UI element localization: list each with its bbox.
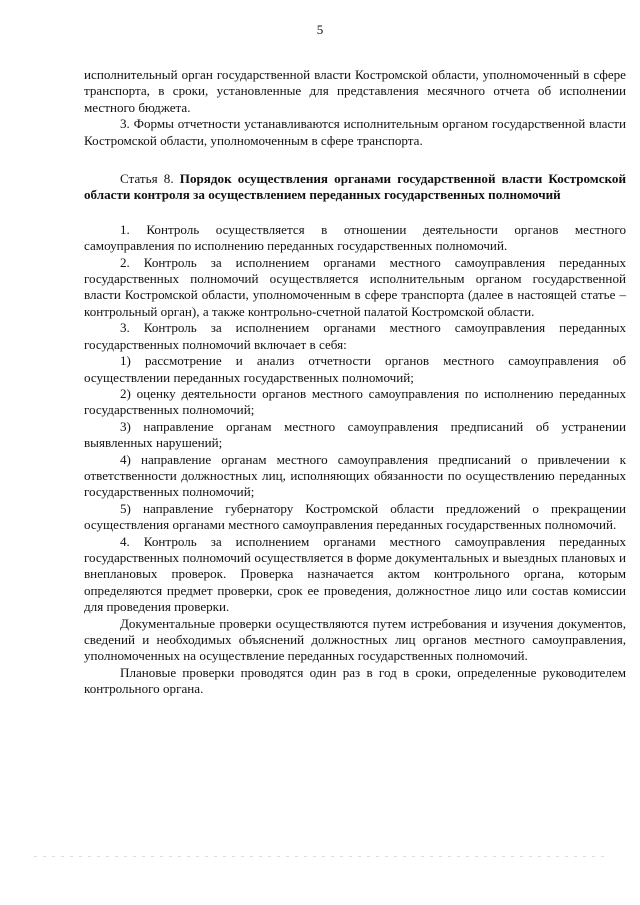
article-heading bbox=[84, 171, 626, 204]
paragraph-planned-checks: Плановые проверки проводятся один раз в год в сроки, определенные руководителем контрольного органа. bbox=[84, 664, 626, 697]
spacer bbox=[84, 149, 626, 171]
document-body bbox=[84, 67, 626, 698]
paragraph-article-item-4: 4. Контроль за исполнением органами местного самоуправления переданных государственных полномочий осуществляется в форме документальных и выездных плановых и внеплановых проверок. Проверка назначается актом контрольного органа, которым определяются предмет проверки, срок ее проведения, должностное лицо или состав комиссии для проведения проверки. bbox=[84, 533, 626, 615]
paragraph-article-item-1: 1. Контроль осуществляется в отношении деятельности органов местного самоуправления по исполнению переданных государственных полномочий. bbox=[84, 221, 626, 254]
scan-artifact-line bbox=[34, 856, 608, 857]
paragraph-continuation: исполнительный орган государственной власти Костромской области, уполномоченный в сфере транспорта, в сроки, установленные для представления месячного отчета об исполнении местного бюджета. bbox=[84, 67, 626, 115]
paragraph-article-item-2: 2. Контроль за исполнением органами местного самоуправления переданных государственных полномочий осуществляется исполнительным органом государственной власти Костромской области, уполномоченным в сфере транспорта (далее в настоящей статье – контрольный орган), а также контрольно-счетной палатой Костромской области. bbox=[84, 254, 626, 319]
list-item-5: 5) направление губернатору Костромской области предложений о прекращении осуществления органами местного самоуправления переданных государственных полномочий. bbox=[84, 500, 626, 533]
list-item-2: 2) оценку деятельности органов местного самоуправления по исполнению переданных государственных полномочий; bbox=[84, 385, 626, 418]
article-prefix: Статья 8. bbox=[120, 171, 174, 187]
article-title: Порядок осуществления органами государственной власти Костромской области контроля за осуществлением переданных государственных полномочий bbox=[84, 171, 626, 203]
page-number: 5 bbox=[316, 22, 324, 37]
list-item-3: 3) направление органам местного самоуправления предписаний об устранении выявленных нарушений; bbox=[84, 418, 626, 451]
paragraph-item-3: 3. Формы отчетности устанавливаются исполнительным органом государственной власти Костромской области, уполномоченным в сфере транспорта. bbox=[84, 116, 626, 148]
spacer bbox=[84, 204, 626, 222]
list-item-1: 1) рассмотрение и анализ отчетности органов местного самоуправления об осуществлении переданных государственных полномочий; bbox=[84, 353, 626, 385]
paragraph-article-item-3: 3. Контроль за исполнением органами местного самоуправления переданных государственных полномочий включает в себя: bbox=[84, 320, 626, 352]
list-item-4: 4) направление органам местного самоуправления предписаний о привлечении к ответственности должностных лиц, исполняющих обязанности по осуществлению переданных государственных полномочий; bbox=[84, 451, 626, 500]
paragraph-documentary-checks: Документальные проверки осуществляются путем истребования и изучения документов, сведений и необходимых объяснений должностных лиц органов местного самоуправления, уполномоченных на осуществление переданных государственных полномочий. bbox=[84, 615, 626, 664]
